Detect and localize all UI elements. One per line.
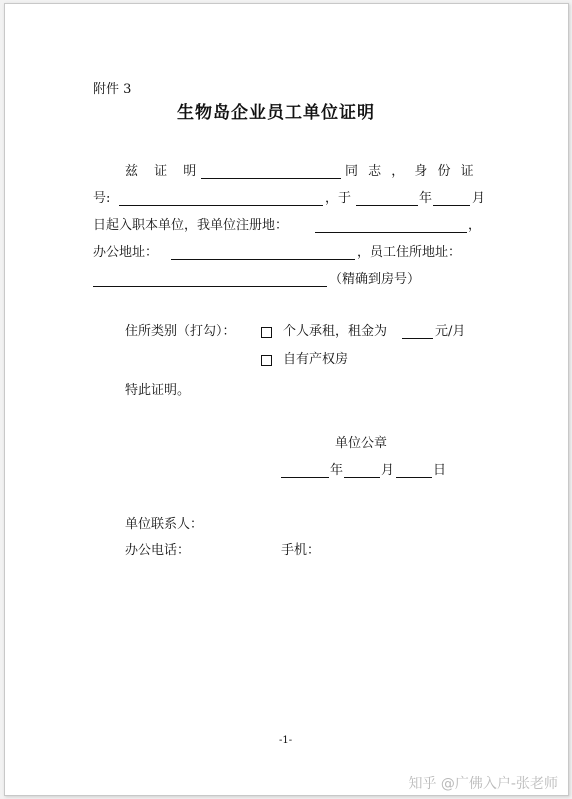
registered-address-blank-line [315, 218, 467, 233]
document-page [4, 3, 569, 796]
contact-person-label: 单位联系人： [125, 517, 204, 532]
rental-option-label: 个人承租，租金为 [283, 324, 388, 339]
page-number: -1- [279, 735, 293, 746]
residence-type-label: 住所类别（打勾）： [125, 324, 236, 339]
seal-month-label: 月 [381, 463, 395, 478]
id-blank-line [119, 191, 323, 206]
seal-day-blank-line [396, 463, 432, 478]
cert-prefix: 兹 证 明 [125, 164, 203, 179]
office-phone-label: 办公电话： [125, 543, 191, 558]
seal-day-label: 日 [433, 463, 447, 478]
join-year-label: 年 [419, 191, 433, 206]
precise-note: （精确到房号） [329, 272, 421, 287]
residence-address-label: ，员工住所地址： [357, 245, 462, 260]
seal-month-blank-line [344, 463, 380, 478]
rental-checkbox[interactable] [261, 327, 272, 338]
residence-address-blank-line [93, 272, 327, 287]
join-text: 日起入职本单位，我单位注册地： [93, 218, 289, 233]
owned-property-label: 自有产权房 [283, 352, 349, 367]
comrade-label: 同 志 ， 身 份 证 [345, 164, 477, 179]
mobile-phone-label: 手机： [281, 543, 321, 558]
owned-property-checkbox[interactable] [261, 355, 272, 366]
join-year-blank-line [356, 191, 418, 206]
seal-year-blank-line [281, 463, 329, 478]
join-month-blank-line [433, 191, 470, 206]
watermark-text: 知乎 @广佛入户-张老师 [408, 776, 558, 792]
company-seal-label: 单位公章 [335, 436, 388, 451]
rent-unit-label: 元/月 [435, 324, 466, 339]
office-address-label: 办公地址： [93, 245, 159, 260]
comma-after-address: ， [468, 218, 482, 233]
name-blank-line [201, 164, 341, 179]
attachment-label: 附件 3 [93, 82, 132, 97]
seal-year-label: 年 [330, 463, 344, 478]
rent-amount-blank-line [402, 324, 433, 339]
closing-text: 特此证明。 [125, 383, 191, 398]
join-month-label: 月 [472, 191, 486, 206]
date-from-label: ，于 [325, 191, 352, 206]
id-label: 号: [93, 191, 111, 206]
document-title: 生物岛企业员工单位证明 [177, 103, 375, 123]
office-address-blank-line [171, 245, 355, 260]
